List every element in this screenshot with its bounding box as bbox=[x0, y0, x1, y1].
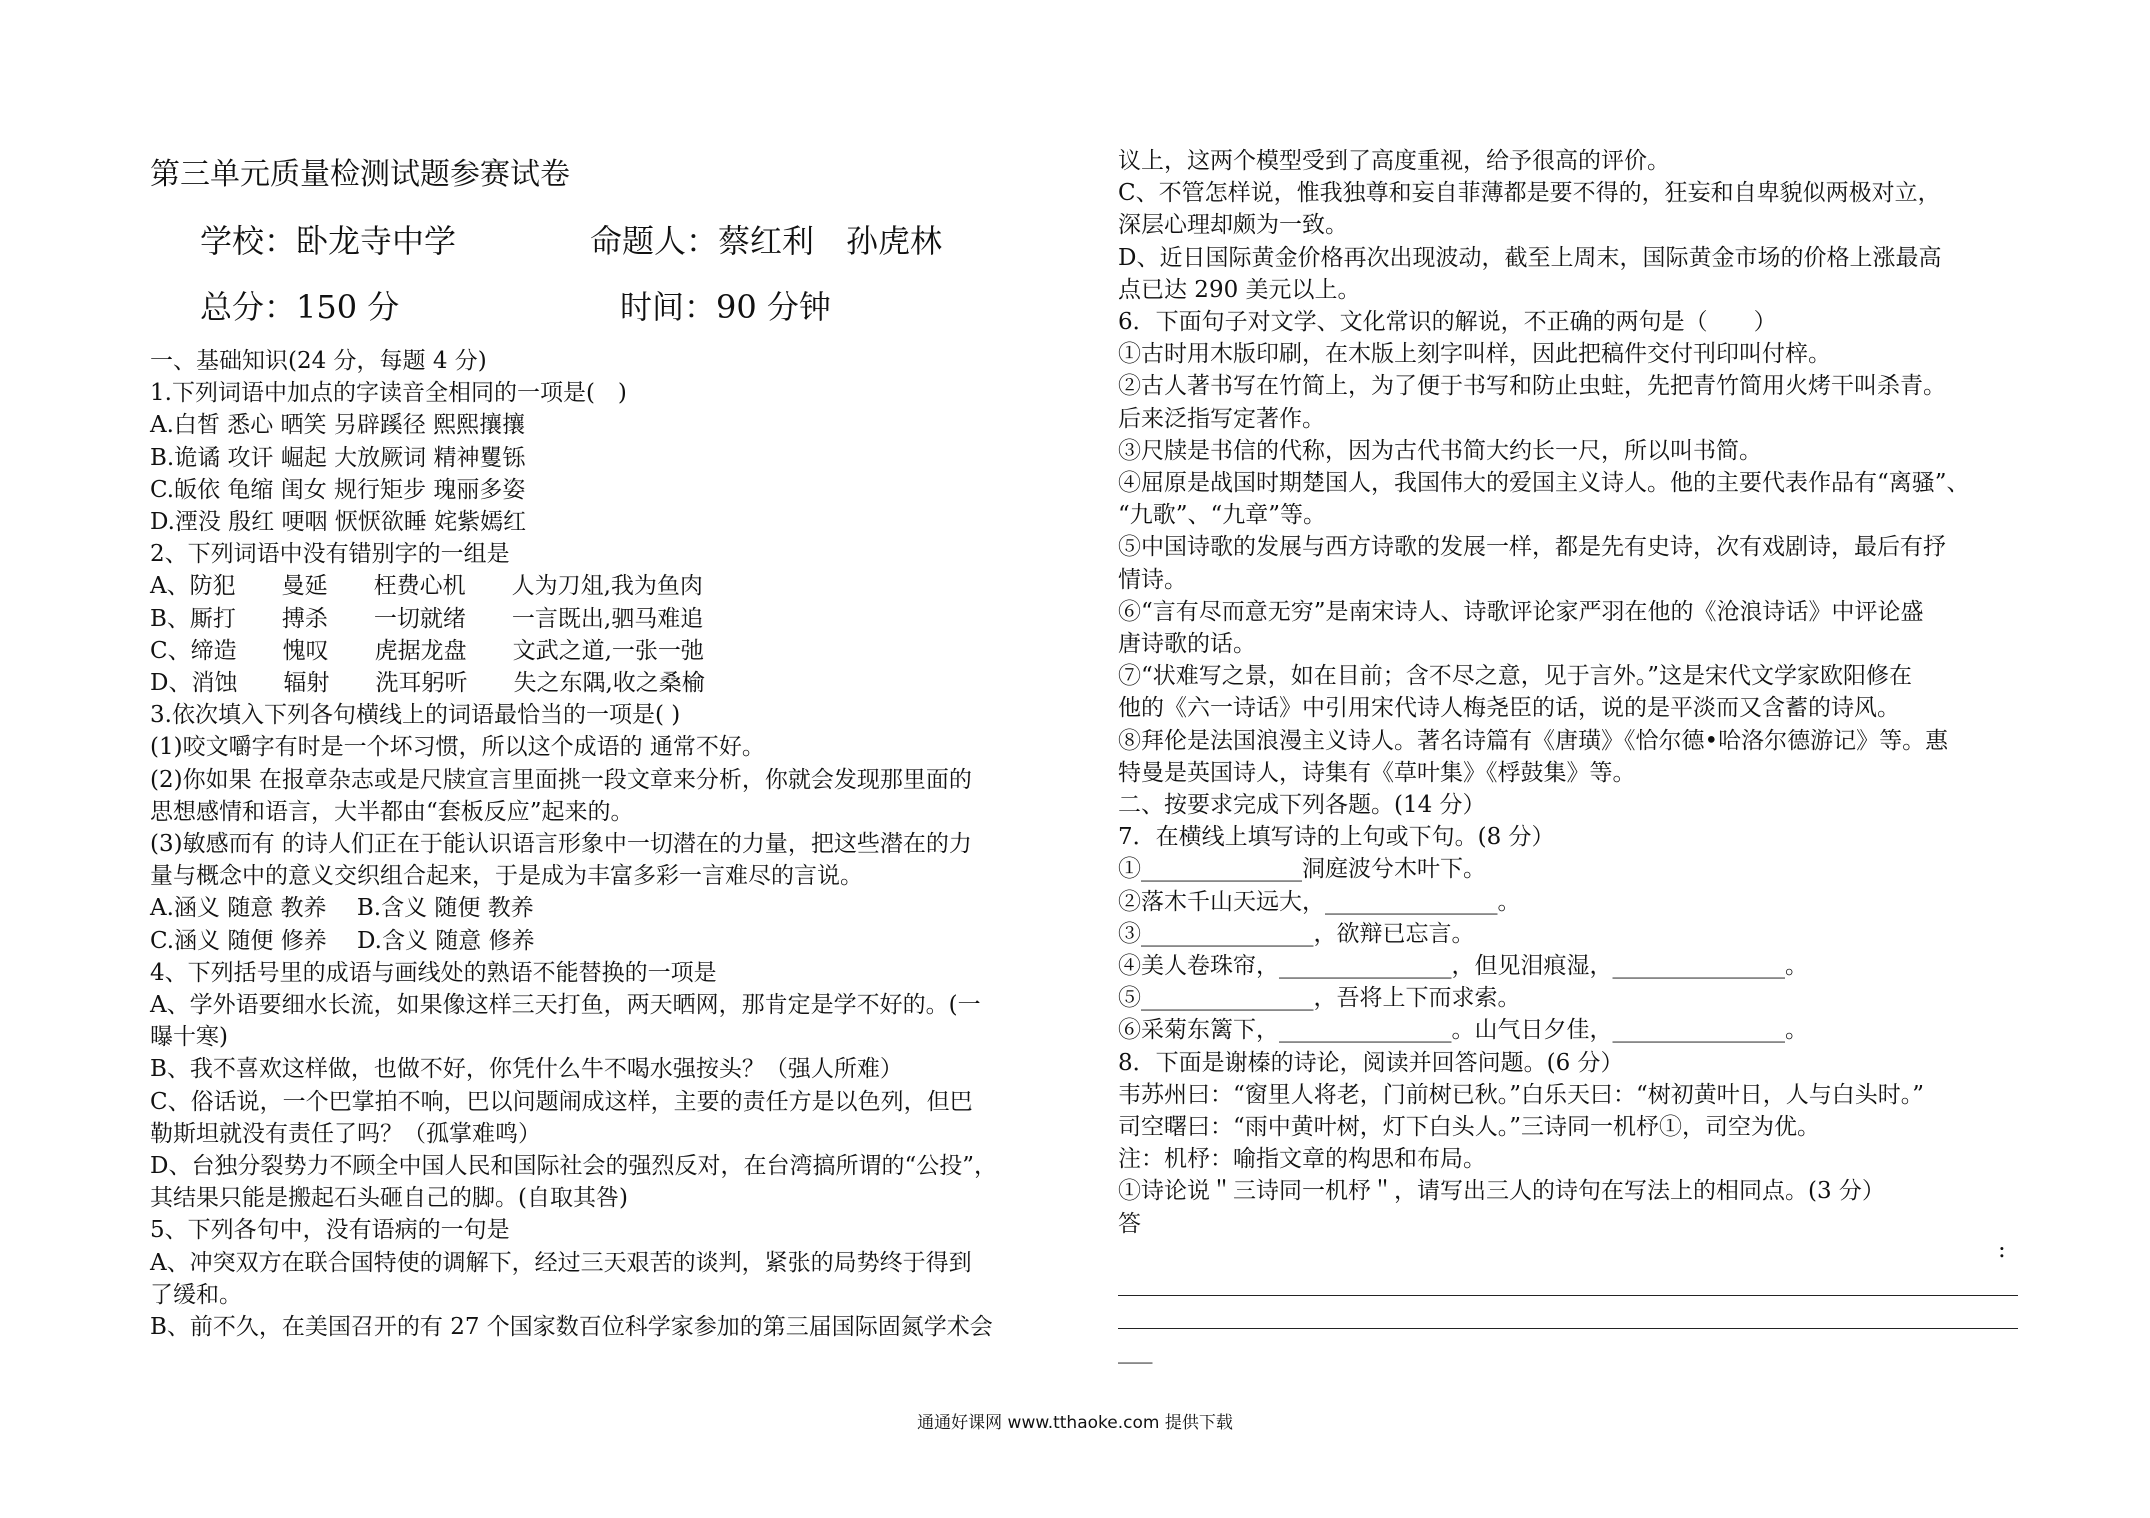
right-text-line: ②古人著书写在竹简上，为了便于书写和防止虫蛀，先把青竹简用火烤干叫杀青。 bbox=[1118, 373, 1946, 400]
left-text-line: C.涵义 随便 修养 D.含义 随意 修养 bbox=[150, 927, 535, 954]
right-text-line: 后来泛指写定著作。 bbox=[1118, 405, 1325, 432]
right-text-line: ①诗论说＂三诗同一机杼＂，请写出三人的诗句在写法上的相同点。(3 分） bbox=[1118, 1178, 1885, 1205]
left-text-line: A、学外语要细水长流，如果像这样三天打鱼，两天晒网，那肯定是学不好的。(一 bbox=[150, 992, 981, 1018]
right-text-line: 6．下面句子对文学、文化常识的解说，不正确的两句是（ ） bbox=[1118, 309, 1777, 335]
left-text-line: A.涵义 随意 教养 B.含义 随便 教养 bbox=[150, 895, 534, 922]
right-text-line: 情诗。 bbox=[1118, 566, 1187, 593]
left-text-line: 勒斯坦就没有责任了吗？（孤掌难鸣） bbox=[150, 1120, 541, 1147]
right-text-line: 注：机杼：喻指文章的构思和布局。 bbox=[1118, 1146, 1486, 1173]
school-line: 学校：卧龙寺中学 bbox=[200, 222, 457, 260]
left-text-line: 量与概念中的意义交织组合起来，于是成为丰富多彩一言难尽的言说。 bbox=[150, 863, 863, 890]
right-text-line: 他的《六一诗话》中引用宋代诗人梅尧臣的话，说的是平淡而又含蓄的诗风。 bbox=[1118, 695, 1900, 722]
right-text-line: ④屈原是战国时期楚国人，我国伟大的爱国主义诗人。他的主要代表作品有“离骚”、 bbox=[1118, 470, 1970, 496]
right-text-line: 7．在横线上填写诗的上句或下句。(8 分） bbox=[1118, 824, 1555, 851]
page-title: 第三单元质量检测试题参赛试卷 bbox=[150, 157, 570, 192]
left-text-line: C、缔造 愧叹 虎据龙盘 文武之道,一张一弛 bbox=[150, 637, 704, 664]
left-text-line: B、厮打 搏杀 一切就绪 一言既出,驷马难追 bbox=[150, 605, 704, 632]
answer-blank-line bbox=[1118, 1328, 2018, 1329]
right-text-line: ⑧拜伦是法国浪漫主义诗人。著名诗篇有《唐璜》《恰尔德•哈洛尔德游记》等。惠 bbox=[1118, 727, 1949, 754]
right-text-line: “九歌”、“九章”等。 bbox=[1118, 502, 1327, 529]
left-text-line: 5、下列各句中，没有语病的一句是 bbox=[150, 1217, 510, 1244]
left-text-line: 思想感情和语言，大半都由“套板反应”起来的。 bbox=[150, 798, 634, 825]
right-text-line: 深层心理却颇为一致。 bbox=[1118, 212, 1348, 239]
right-text-line: 特曼是英国诗人，诗集有《草叶集》《桴鼓集》等。 bbox=[1118, 759, 1636, 786]
right-text-line: C、不管怎样说，惟我独尊和妄自菲薄都是要不得的，狂妄和自卑貌似两极对立， bbox=[1118, 180, 1941, 207]
right-text-line: ⑤中国诗歌的发展与西方诗歌的发展一样，都是先有史诗，次有戏剧诗，最后有抒 bbox=[1118, 534, 1946, 561]
left-text-line: A.白皙 悉心 晒笑 另辟蹊径 熙熙攘攘 bbox=[150, 412, 526, 439]
left-text-line: B、我不喜欢这样做，也做不好，你凭什么牛不喝水强按头？（强人所难） bbox=[150, 1056, 903, 1083]
right-text-line: 唐诗歌的话。 bbox=[1118, 631, 1256, 657]
left-text-line: 3.依次填入下列各句横线上的词语最恰当的一项是( ) bbox=[150, 702, 681, 729]
right-text-line: 议上，这两个模型受到了高度重视，给予很高的评价。 bbox=[1118, 148, 1670, 174]
right-text-line: 点已达 290 美元以上。 bbox=[1118, 276, 1361, 303]
left-text-line: D、消蚀 辐射 洗耳躬听 失之东隅,收之桑榆 bbox=[150, 670, 705, 696]
right-text-line: ⑦“状难写之景，如在目前；含不尽之意，见于言外。”这是宋代文学家欧阳修在 bbox=[1118, 663, 1913, 690]
right-text-line: 8．下面是谢榛的诗论，阅读并回答问题。(6 分） bbox=[1118, 1049, 1624, 1076]
left-text-line: A、冲突双方在联合国特使的调解下，经过三天艰苦的谈判，紧张的局势终于得到 bbox=[150, 1249, 972, 1276]
left-text-line: 4、下列括号里的成语与画线处的熟语不能替换的一项是 bbox=[150, 959, 717, 986]
left-text-line: 其结果只能是搬起石头砸自己的脚。(自取其咎) bbox=[150, 1185, 628, 1212]
left-text-line: 曝十寒) bbox=[150, 1024, 228, 1051]
right-text-line: ⑥采菊东篱下，_______________。山气日夕佳，_______________。 bbox=[1118, 1017, 1808, 1044]
left-text-line: C、俗话说，一个巴掌拍不响，巴以问题闹成这样，主要的责任方是以色列，但巴 bbox=[150, 1088, 973, 1115]
right-text-line: ②落木千山天远大，_______________。 bbox=[1118, 888, 1521, 915]
right-text-line: 答 bbox=[1118, 1210, 1141, 1237]
left-text-line: 一、基础知识(24 分，每题 4 分) bbox=[150, 348, 487, 374]
answer-blank-line bbox=[1118, 1295, 2018, 1296]
right-text-line: ①古时用木版印刷，在木版上刻字叫样，因此把稿件交付刊印叫付梓。 bbox=[1118, 341, 1831, 368]
right-text-line: ③尺牍是书信的代称，因为古代书简大约长一尺，所以叫书简。 bbox=[1118, 437, 1762, 464]
right-text-line: ⑥“言有尽而意无穷”是南宋诗人、诗歌评论家严羽在他的《沧浪诗话》中评论盛 bbox=[1118, 598, 1924, 625]
left-text-line: 2、下列词语中没有错别字的一组是 bbox=[150, 541, 510, 568]
left-text-line: (1)咬文嚼字有时是一个坏习惯，所以这个成语的 通常不好。 bbox=[150, 734, 765, 761]
right-text-line: ①______________洞庭波兮木叶下。 bbox=[1118, 856, 1486, 883]
right-text-line: 司空曙曰：“雨中黄叶树，灯下白头人。”三诗同一机杼①，司空为优。 bbox=[1118, 1114, 1821, 1140]
left-text-line: C.皈依 龟缩 闺女 规行矩步 瑰丽多姿 bbox=[150, 476, 526, 503]
left-text-line: B、前不久，在美国召开的有 27 个国家数百位科学家参加的第三届国际固氮学术会 bbox=[150, 1314, 993, 1340]
right-text-line: ③_______________，欲辩已忘言。 bbox=[1118, 920, 1475, 947]
left-text-line: A、防犯 曼延 枉费心机 人为刀俎,我为鱼肉 bbox=[150, 573, 703, 600]
answer-blank-tail: ___ bbox=[1118, 1338, 1153, 1364]
answer-colon: : bbox=[1998, 1237, 2006, 1263]
left-text-line: (3)敏感而有 的诗人们正在于能认识语言形象中一切潜在的力量，把这些潜在的力 bbox=[150, 831, 972, 857]
time-line: 时间：90 分钟 bbox=[620, 288, 831, 326]
left-text-line: (2)你如果 在报章杂志或是尺牍宣言里面挑一段文章来分析，你就会发现那里面的 bbox=[150, 766, 972, 793]
right-text-line: ④美人卷珠帘，_______________，但见泪痕湿，_______________。 bbox=[1118, 953, 1808, 979]
right-text-line: ⑤_______________，吾将上下而求索。 bbox=[1118, 985, 1521, 1012]
left-text-line: 了缓和。 bbox=[150, 1281, 242, 1308]
right-text-line: D、近日国际黄金价格再次出现波动，截至上周末，国际黄金市场的价格上涨最高 bbox=[1118, 244, 1942, 271]
left-text-line: D.湮没 殷红 哽咽 恹恹欲睡 姹紫嫣红 bbox=[150, 509, 527, 535]
right-text-line: 韦苏州曰：“窗里人将老，门前树已秋。”白乐天曰：“树初黄叶日，人与白头时。” bbox=[1118, 1081, 1925, 1108]
score-line: 总分：150 分 bbox=[200, 288, 400, 326]
author-line: 命题人：蔡红利 孙虎林 bbox=[590, 222, 943, 260]
left-text-line: D、台独分裂势力不顾全中国人民和国际社会的强烈反对，在台湾搞所谓的“公投”， bbox=[150, 1153, 997, 1179]
left-text-line: B.诡谲 攻讦 崛起 大放厥词 精神矍铄 bbox=[150, 444, 526, 471]
footer-credit: 通通好课网 www.tthaoke.com 提供下载 bbox=[917, 1413, 1233, 1433]
right-text-line: 二、按要求完成下列各题。(14 分） bbox=[1118, 792, 1486, 818]
left-text-line: 1.下列词语中加点的字读音全相同的一项是( ) bbox=[150, 380, 627, 407]
